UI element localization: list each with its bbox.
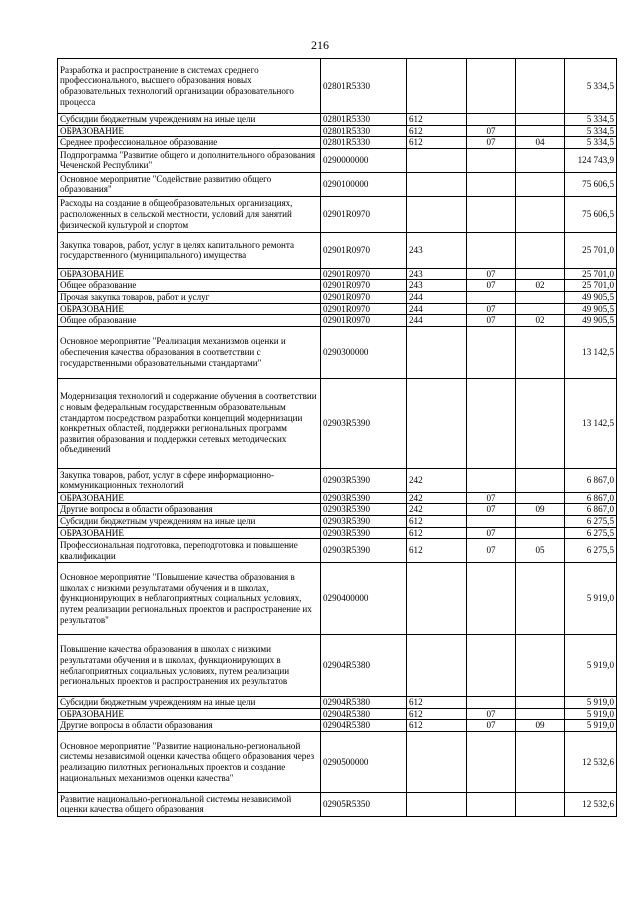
row-name: Другие вопросы в области образования xyxy=(58,720,321,732)
row-target-code: 02904R5380 xyxy=(321,697,407,709)
row-target-code: 0290000000 xyxy=(321,148,407,172)
row-section xyxy=(467,326,516,378)
row-subsection xyxy=(516,468,565,492)
row-expense-type: 612 xyxy=(407,515,467,527)
row-target-code: 02901R0970 xyxy=(321,291,407,303)
row-expense-type: 244 xyxy=(407,291,467,303)
table-row xyxy=(58,59,617,114)
table-row xyxy=(58,539,617,563)
table-row xyxy=(58,326,617,378)
row-section: 07 xyxy=(467,315,516,327)
row-expense-type: 612 xyxy=(407,125,467,137)
row-expense-type: 243 xyxy=(407,280,467,292)
row-expense-type: 612 xyxy=(407,697,467,709)
row-expense-type xyxy=(407,172,467,196)
budget-table xyxy=(57,58,617,817)
row-amount: 5 334,5 xyxy=(565,137,617,149)
row-amount: 5 334,5 xyxy=(565,125,617,137)
row-section: 07 xyxy=(467,527,516,539)
row-amount: 5 919,0 xyxy=(565,635,617,697)
row-target-code: 02901R0970 xyxy=(321,303,407,315)
row-expense-type: 612 xyxy=(407,527,467,539)
row-target-code: 02903R5390 xyxy=(321,539,407,563)
table-row xyxy=(58,125,617,137)
table-row xyxy=(58,504,617,516)
row-target-code: 0290500000 xyxy=(321,731,407,792)
row-section: 07 xyxy=(467,539,516,563)
row-name: Модернизация технологий и содержание обучения в соответствии с новым федеральным государственным образовательным стандартом посредством разработки концепций модернизации конкретных областей, поддержки региональных программ развития образования и поддержки сетевых методических объединений xyxy=(58,378,321,468)
row-amount: 49 905,5 xyxy=(565,291,617,303)
row-amount: 75 606,5 xyxy=(565,172,617,196)
row-section xyxy=(467,59,516,114)
row-amount: 124 743,9 xyxy=(565,148,617,172)
row-target-code: 02903R5390 xyxy=(321,527,407,539)
row-name: Закупка товаров, работ, услуг в сфере информационно-коммуникационных технологий xyxy=(58,468,321,492)
page-number: 216 xyxy=(311,38,329,52)
row-amount: 5 919,0 xyxy=(565,708,617,720)
row-expense-type xyxy=(407,59,467,114)
row-name: Общее образование xyxy=(58,280,321,292)
row-section: 07 xyxy=(467,720,516,732)
row-target-code: 02801R5330 xyxy=(321,114,407,126)
row-target-code: 02903R5390 xyxy=(321,378,407,468)
row-target-code: 02904R5380 xyxy=(321,708,407,720)
row-name: ОБРАЗОВАНИЕ xyxy=(58,303,321,315)
table-row xyxy=(58,172,617,196)
row-subsection xyxy=(516,515,565,527)
row-name: Основное мероприятие "Повышение качества образования в школах с низкими результатами обучения и в школах, функционирующих в неблагоприятных социальных условиях, путем реализации региональных проектов и распространение их результатов" xyxy=(58,563,321,635)
row-section xyxy=(467,291,516,303)
row-subsection xyxy=(516,125,565,137)
row-subsection xyxy=(516,731,565,792)
row-subsection: 09 xyxy=(516,720,565,732)
row-name: Основное мероприятие "Содействие развитию общего образования" xyxy=(58,172,321,196)
row-name: Основное мероприятие "Реализация механизмов оценки и обеспечения качества образования в соответствии с государственными образовательными стандартами" xyxy=(58,326,321,378)
row-expense-type: 243 xyxy=(407,268,467,280)
row-target-code: 0290300000 xyxy=(321,326,407,378)
row-expense-type: 612 xyxy=(407,539,467,563)
row-section: 07 xyxy=(467,280,516,292)
row-amount: 5 334,5 xyxy=(565,59,617,114)
row-section xyxy=(467,232,516,268)
row-expense-type: 243 xyxy=(407,232,467,268)
row-target-code: 02903R5390 xyxy=(321,492,407,504)
table-row xyxy=(58,492,617,504)
row-section: 07 xyxy=(467,137,516,149)
row-expense-type: 242 xyxy=(407,468,467,492)
row-expense-type: 612 xyxy=(407,137,467,149)
table-row xyxy=(58,137,617,149)
row-expense-type xyxy=(407,148,467,172)
table-row xyxy=(58,527,617,539)
row-target-code: 02903R5390 xyxy=(321,515,407,527)
row-subsection xyxy=(516,59,565,114)
row-amount: 6 275,5 xyxy=(565,527,617,539)
table-row xyxy=(58,315,617,327)
table-row xyxy=(58,468,617,492)
row-name: Подпрограмма "Развитие общего и дополнительного образования Чеченской Республики" xyxy=(58,148,321,172)
table-row xyxy=(58,635,617,697)
table-row xyxy=(58,196,617,232)
row-target-code: 02901R0970 xyxy=(321,280,407,292)
row-name: ОБРАЗОВАНИЕ xyxy=(58,125,321,137)
table-row xyxy=(58,303,617,315)
row-subsection: 02 xyxy=(516,280,565,292)
row-target-code: 02901R0970 xyxy=(321,315,407,327)
row-amount: 5 919,0 xyxy=(565,697,617,709)
row-section xyxy=(467,515,516,527)
row-name: Повышение качества образования в школах с низкими результатами обучения и в школах, функционирующих в неблагоприятных социальных условиях, путем реализации региональных проектов и распространения их результатов xyxy=(58,635,321,697)
row-subsection: 02 xyxy=(516,315,565,327)
row-amount: 25 701,0 xyxy=(565,232,617,268)
row-name: ОБРАЗОВАНИЕ xyxy=(58,492,321,504)
row-subsection xyxy=(516,148,565,172)
row-amount: 49 905,5 xyxy=(565,303,617,315)
row-target-code: 02901R0970 xyxy=(321,268,407,280)
row-target-code: 0290100000 xyxy=(321,172,407,196)
row-target-code: 02801R5330 xyxy=(321,125,407,137)
table-row xyxy=(58,291,617,303)
row-target-code: 0290400000 xyxy=(321,563,407,635)
row-name: Основное мероприятие "Развитие национально-региональной системы независимой оценки качества общего образования через реализацию пилотных региональных проектов и создание национальных механизмов оценки качества" xyxy=(58,731,321,792)
row-subsection xyxy=(516,492,565,504)
row-target-code: 02901R0970 xyxy=(321,196,407,232)
table-row xyxy=(58,515,617,527)
row-subsection xyxy=(516,708,565,720)
table-row xyxy=(58,731,617,792)
table-row xyxy=(58,114,617,126)
row-subsection xyxy=(516,697,565,709)
row-section: 07 xyxy=(467,492,516,504)
row-name: Закупка товаров, работ, услуг в целях капитального ремонта государственного (муниципального) имущества xyxy=(58,232,321,268)
table-row xyxy=(58,148,617,172)
row-name: ОБРАЗОВАНИЕ xyxy=(58,708,321,720)
row-amount: 5 919,0 xyxy=(565,720,617,732)
row-name: Другие вопросы в области образования xyxy=(58,504,321,516)
row-subsection xyxy=(516,291,565,303)
row-name: Субсидии бюджетным учреждениям на иные цели xyxy=(58,697,321,709)
row-subsection xyxy=(516,792,565,816)
row-section xyxy=(467,196,516,232)
row-subsection xyxy=(516,326,565,378)
row-section xyxy=(467,148,516,172)
row-subsection xyxy=(516,196,565,232)
table-row xyxy=(58,720,617,732)
row-target-code: 02903R5390 xyxy=(321,468,407,492)
row-amount: 25 701,0 xyxy=(565,268,617,280)
row-section xyxy=(467,378,516,468)
row-subsection xyxy=(516,635,565,697)
row-expense-type: 242 xyxy=(407,492,467,504)
row-expense-type: 242 xyxy=(407,504,467,516)
row-subsection xyxy=(516,232,565,268)
row-section xyxy=(467,731,516,792)
row-amount: 75 606,5 xyxy=(565,196,617,232)
row-section: 07 xyxy=(467,504,516,516)
row-section xyxy=(467,172,516,196)
row-expense-type xyxy=(407,196,467,232)
row-name: Развитие национально-региональной системы независимой оценки качества общего образования xyxy=(58,792,321,816)
row-name: Общее образование xyxy=(58,315,321,327)
row-subsection xyxy=(516,268,565,280)
row-subsection: 09 xyxy=(516,504,565,516)
row-target-code: 02901R0970 xyxy=(321,232,407,268)
row-name: Субсидии бюджетным учреждениям на иные цели xyxy=(58,114,321,126)
row-expense-type: 244 xyxy=(407,303,467,315)
row-target-code: 02904R5380 xyxy=(321,720,407,732)
row-section xyxy=(467,635,516,697)
table-row xyxy=(58,232,617,268)
row-section xyxy=(467,697,516,709)
row-subsection: 04 xyxy=(516,137,565,149)
row-amount: 5 334,5 xyxy=(565,114,617,126)
row-expense-type: 612 xyxy=(407,708,467,720)
row-subsection xyxy=(516,303,565,315)
row-section xyxy=(467,114,516,126)
row-section xyxy=(467,468,516,492)
row-amount: 6 867,0 xyxy=(565,468,617,492)
row-subsection xyxy=(516,114,565,126)
row-expense-type: 612 xyxy=(407,114,467,126)
row-target-code: 02903R5390 xyxy=(321,504,407,516)
table-row xyxy=(58,280,617,292)
table-row xyxy=(58,563,617,635)
row-name: Среднее профессиональное образование xyxy=(58,137,321,149)
row-amount: 13 142,5 xyxy=(565,326,617,378)
row-subsection xyxy=(516,378,565,468)
row-section: 07 xyxy=(467,303,516,315)
row-section: 07 xyxy=(467,125,516,137)
row-name: Прочая закупка товаров, работ и услуг xyxy=(58,291,321,303)
row-amount: 5 919,0 xyxy=(565,563,617,635)
row-amount: 6 275,5 xyxy=(565,515,617,527)
row-name: ОБРАЗОВАНИЕ xyxy=(58,268,321,280)
table-row xyxy=(58,792,617,816)
row-target-code: 02801R5330 xyxy=(321,137,407,149)
row-name: Разработка и распространение в системах среднего профессионального, высшего образования новых образовательных технологий организации образовательного процесса xyxy=(58,59,321,114)
row-amount: 49 905,5 xyxy=(565,315,617,327)
row-subsection xyxy=(516,172,565,196)
table-row xyxy=(58,378,617,468)
row-expense-type xyxy=(407,731,467,792)
row-target-code: 02905R5350 xyxy=(321,792,407,816)
row-name: Расходы на создание в общеобразовательных организациях, расположенных в сельской местности, условий для занятий физической культурой и спортом xyxy=(58,196,321,232)
row-amount: 12 532,6 xyxy=(565,792,617,816)
row-name: Профессиональная подготовка, переподготовка и повышение квалификации xyxy=(58,539,321,563)
row-expense-type xyxy=(407,635,467,697)
row-section: 07 xyxy=(467,268,516,280)
row-subsection xyxy=(516,527,565,539)
row-amount: 12 532,6 xyxy=(565,731,617,792)
row-expense-type: 612 xyxy=(407,720,467,732)
row-amount: 6 867,0 xyxy=(565,492,617,504)
row-expense-type xyxy=(407,563,467,635)
row-amount: 13 142,5 xyxy=(565,378,617,468)
row-amount: 6 867,0 xyxy=(565,504,617,516)
row-expense-type xyxy=(407,378,467,468)
row-expense-type xyxy=(407,792,467,816)
row-section xyxy=(467,792,516,816)
budget-table-body xyxy=(58,59,617,817)
row-expense-type: 244 xyxy=(407,315,467,327)
row-target-code: 02801R5330 xyxy=(321,59,407,114)
table-row xyxy=(58,697,617,709)
row-target-code: 02904R5380 xyxy=(321,635,407,697)
row-name: Субсидии бюджетным учреждениям на иные цели xyxy=(58,515,321,527)
row-amount: 6 275,5 xyxy=(565,539,617,563)
row-name: ОБРАЗОВАНИЕ xyxy=(58,527,321,539)
table-row xyxy=(58,268,617,280)
row-section: 07 xyxy=(467,708,516,720)
row-expense-type xyxy=(407,326,467,378)
row-subsection xyxy=(516,563,565,635)
row-amount: 25 701,0 xyxy=(565,280,617,292)
table-row xyxy=(58,708,617,720)
row-subsection: 05 xyxy=(516,539,565,563)
row-section xyxy=(467,563,516,635)
